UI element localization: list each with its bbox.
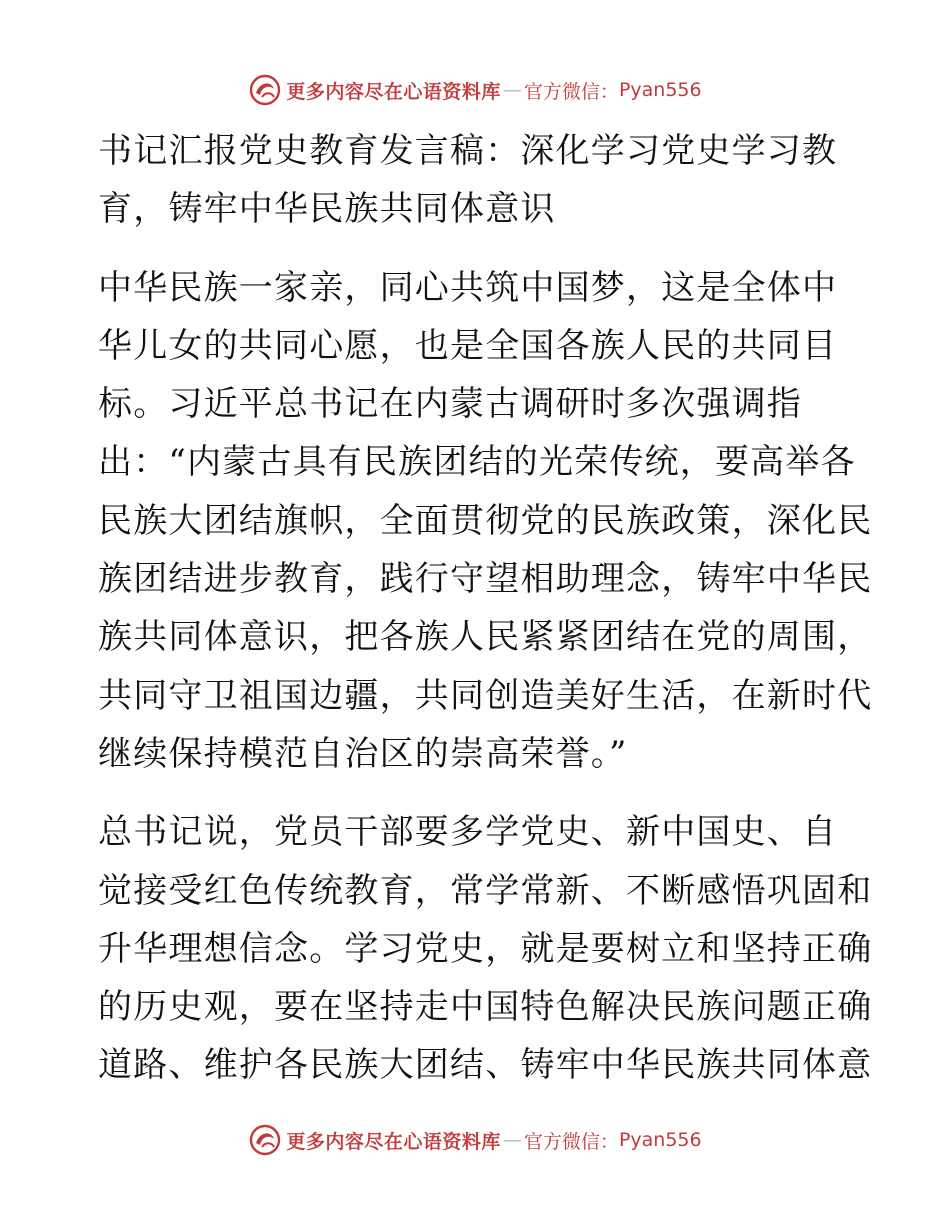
swirl-logo-icon [248, 73, 282, 107]
text-line: 继续保持模范自治区的崇高荣誉。” [98, 733, 628, 774]
text-line: 觉接受红色传统教育，常学常新、不断感悟巩固和 [98, 870, 873, 911]
swirl-logo-icon [248, 1123, 282, 1157]
text-line: 族共同体意识，把各族人民紧紧团结在党的周围， [98, 617, 873, 658]
contact-label: 官方微信： [523, 80, 619, 103]
separator-dash: — [502, 1129, 522, 1151]
wechat-id: Pyan556 [618, 79, 702, 101]
text-line: 道路、维护各民族大团结、铸牢中华民族共同体意 [98, 1045, 873, 1086]
text-line: 中华民族一家亲，同心共筑中国梦，这是全体中 [98, 267, 838, 308]
text-line: 标。习近平总书记在内蒙古调研时多次强调指 [98, 384, 802, 425]
footer-watermark [0, 1120, 950, 1160]
text-line: 族团结进步教育，践行守望相助理念，铸牢中华民 [98, 559, 873, 600]
document-body [98, 122, 873, 1095]
title-line: 育，铸牢中华民族共同体意识 [98, 189, 556, 230]
contact-label: 官方微信： [523, 1130, 619, 1153]
wechat-id: Pyan556 [618, 1129, 702, 1151]
header-watermark [0, 70, 950, 110]
text-line: 出：“内蒙古具有民族团结的光荣传统，要高举各 [98, 442, 856, 483]
text-line: 总书记说，党员干部要多学党史、新中国史、自 [98, 812, 838, 853]
title-line: 书记汇报党史教育发言稿：深化学习党史学习教 [98, 131, 838, 171]
text-line: 共同守卫祖国边疆，共同创造美好生活，在新时代 [98, 675, 873, 716]
text-line: 华儿女的共同心愿，也是全国各族人民的共同目 [98, 325, 838, 366]
site-name: 更多内容尽在心语资料库 [286, 80, 501, 103]
text-line: 的历史观，要在坚持走中国特色解决民族问题正确 [98, 987, 873, 1028]
text-line: 升华理想信念。学习党史，就是要树立和坚持正确 [98, 928, 873, 969]
document-title [98, 122, 850, 239]
paragraph-1 [98, 259, 873, 784]
separator-dash: — [502, 79, 522, 101]
text-line: 民族大团结旗帜，全面贯彻党的民族政策，深化民 [98, 500, 873, 541]
paragraph-2 [98, 803, 873, 1094]
site-name: 更多内容尽在心语资料库 [286, 1130, 501, 1153]
